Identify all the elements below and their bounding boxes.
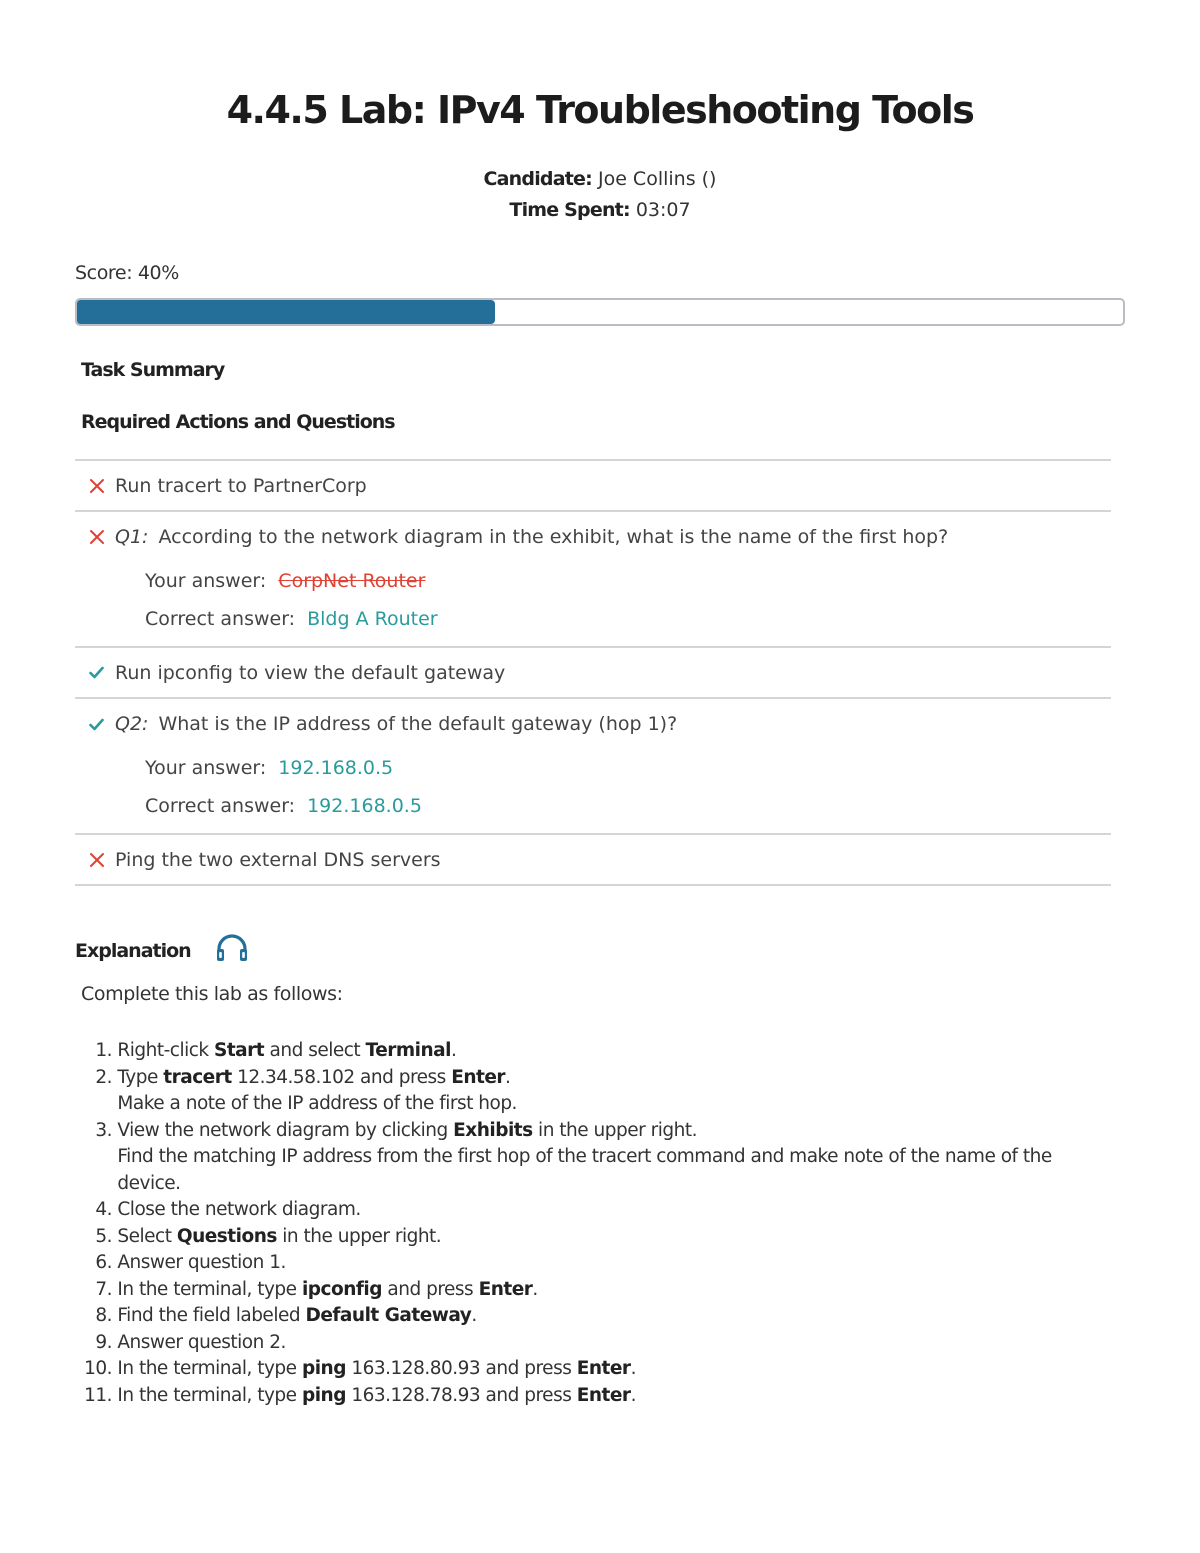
candidate-value: Joe Collins () xyxy=(597,168,717,190)
step-number: 9. xyxy=(95,1331,112,1353)
candidate-line xyxy=(0,168,1200,190)
task-item-text: According to the network diagram in the exhibit, what is the name of the first hop? xyxy=(158,526,949,548)
step-text-part: . xyxy=(630,1384,636,1406)
required-actions-heading: Required Actions and Questions xyxy=(81,411,395,433)
your-answer-value: CorpNet Router xyxy=(278,570,426,592)
step-keyword: Exhibits xyxy=(453,1119,533,1141)
step-text-part: Answer question 2. xyxy=(117,1331,286,1353)
step-text-part: in the upper right. xyxy=(276,1225,442,1247)
step-text-part: in the upper right. xyxy=(532,1119,697,1141)
explanation-intro: Complete this lab as follows: xyxy=(81,983,343,1005)
explanation-step xyxy=(80,1356,1090,1383)
step-keyword: ipconfig xyxy=(301,1278,383,1300)
explanation-step xyxy=(80,1277,1090,1304)
candidate-label: Candidate: xyxy=(483,168,592,190)
task-item-row xyxy=(75,512,1111,562)
task-item-text: Ping the two external DNS servers xyxy=(115,848,441,871)
step-text xyxy=(117,1038,456,1065)
correct-answer-row xyxy=(75,600,1111,638)
correct-answer-label: Correct answer: xyxy=(145,795,296,817)
step-keyword: Enter xyxy=(576,1384,631,1406)
step-number: 5. xyxy=(95,1225,112,1247)
explanation-step xyxy=(80,1250,1090,1277)
task-item xyxy=(75,835,1111,886)
correct-answer-value: Bldg A Router xyxy=(307,608,438,630)
task-item-text: Run tracert to PartnerCorp xyxy=(115,474,367,497)
score-progress-fill xyxy=(77,300,495,324)
task-item-row xyxy=(75,835,1111,884)
step-text xyxy=(117,1250,285,1277)
step-keyword: Default Gateway xyxy=(305,1305,472,1326)
task-item xyxy=(75,461,1111,512)
step-text xyxy=(117,1065,510,1092)
step-keyword: Enter xyxy=(478,1278,533,1300)
your-answer-row xyxy=(75,562,1111,600)
task-item-text: What is the IP address of the default gateway (hop 1)? xyxy=(158,713,678,735)
your-answer-row xyxy=(75,749,1111,787)
correct-answer-label: Correct answer: xyxy=(145,608,296,630)
explanation-step xyxy=(80,1197,1090,1224)
step-text-part: Find the matching IP address from the first hop of the tracert command and make note of the name of the xyxy=(117,1146,1052,1167)
step-text-part: Select xyxy=(117,1225,177,1247)
step-text-part: Answer question 1. xyxy=(117,1252,286,1273)
task-item-text: Run ipconfig to view the default gateway xyxy=(115,661,506,684)
your-answer-value: 192.168.0.5 xyxy=(278,757,394,779)
explanation-step-continuation xyxy=(80,1171,1090,1198)
step-number: 10. xyxy=(84,1358,112,1379)
task-item xyxy=(75,512,1111,648)
step-number xyxy=(80,1144,112,1171)
step-number: 8. xyxy=(95,1305,112,1326)
step-text xyxy=(117,1091,517,1118)
step-keyword: Terminal xyxy=(365,1040,451,1061)
step-text-part: and press xyxy=(382,1278,479,1300)
step-text xyxy=(117,1197,360,1224)
time-spent-label: Time Spent: xyxy=(509,199,630,221)
step-text-part: . xyxy=(471,1305,477,1326)
task-item xyxy=(75,648,1111,699)
question-label: Q1: xyxy=(115,526,149,548)
step-number: 3. xyxy=(95,1119,112,1141)
step-text-part: and select xyxy=(264,1040,366,1061)
explanation-step xyxy=(80,1118,1090,1145)
step-text xyxy=(117,1171,180,1198)
explanation-heading xyxy=(75,934,249,967)
task-summary-heading: Task Summary xyxy=(81,359,225,381)
your-answer-label: Your answer: xyxy=(145,570,267,592)
step-text xyxy=(117,1356,636,1383)
step-keyword: tracert xyxy=(163,1066,232,1088)
step-number: 6. xyxy=(95,1252,112,1273)
task-item-row xyxy=(75,699,1111,749)
step-text-part: In the terminal, type xyxy=(117,1278,302,1300)
step-text-part: . xyxy=(451,1040,457,1061)
task-item xyxy=(75,699,1111,835)
task-items-list xyxy=(75,459,1111,886)
page-title: 4.4.5 Lab: IPv4 Troubleshooting Tools xyxy=(226,88,974,132)
step-text xyxy=(117,1224,441,1251)
explanation-step-continuation xyxy=(80,1144,1090,1171)
step-number: 4. xyxy=(95,1199,112,1220)
explanation-step xyxy=(80,1065,1090,1092)
step-text-part: Find the field labeled xyxy=(117,1305,306,1326)
step-text-part: In the terminal, type xyxy=(117,1384,302,1406)
step-text-part: Right-click xyxy=(117,1040,214,1061)
step-keyword: Questions xyxy=(176,1225,277,1247)
headphones-icon[interactable] xyxy=(215,934,249,967)
explanation-title: Explanation xyxy=(75,939,191,962)
step-number: 1. xyxy=(95,1040,112,1061)
your-answer-label: Your answer: xyxy=(145,757,267,779)
question-label: Q2: xyxy=(115,713,149,735)
explanation-step xyxy=(80,1330,1090,1357)
step-text-part: Make a note of the IP address of the first hop. xyxy=(117,1093,517,1114)
step-number xyxy=(80,1171,112,1198)
step-keyword: ping xyxy=(301,1384,346,1406)
step-text-part: 163.128.80.93 and press xyxy=(345,1358,577,1379)
step-keyword: Enter xyxy=(451,1066,506,1088)
task-item-row xyxy=(75,648,1111,697)
step-text xyxy=(117,1383,636,1410)
step-text-part: Type xyxy=(117,1066,164,1088)
x-icon xyxy=(89,478,115,494)
time-spent-value: 03:07 xyxy=(635,199,691,221)
step-text xyxy=(117,1118,697,1145)
explanation-step xyxy=(80,1303,1090,1330)
step-number: 11. xyxy=(84,1384,112,1406)
x-icon xyxy=(89,529,115,545)
step-keyword: Enter xyxy=(576,1358,631,1379)
step-text-part: In the terminal, type xyxy=(117,1358,302,1379)
check-icon xyxy=(89,718,115,731)
step-number xyxy=(80,1091,112,1118)
step-text-part: Close the network diagram. xyxy=(117,1199,361,1220)
step-number: 7. xyxy=(95,1278,112,1300)
task-item-row xyxy=(75,461,1111,510)
step-text-part: . xyxy=(505,1066,511,1088)
step-text-part: 12.34.58.102 and press xyxy=(231,1066,452,1088)
step-text-part: device. xyxy=(117,1172,181,1194)
x-icon xyxy=(89,852,115,868)
explanation-step-continuation xyxy=(80,1091,1090,1118)
step-keyword: Start xyxy=(214,1040,265,1061)
correct-answer-value: 192.168.0.5 xyxy=(307,795,422,817)
explanation-step xyxy=(80,1383,1090,1410)
step-text xyxy=(117,1277,537,1304)
time-spent-line xyxy=(0,199,1200,221)
step-keyword: ping xyxy=(301,1358,346,1379)
step-text xyxy=(117,1303,476,1330)
step-text-part: . xyxy=(532,1278,538,1300)
step-text xyxy=(117,1330,285,1357)
explanation-steps xyxy=(80,1038,1090,1409)
explanation-step xyxy=(80,1038,1090,1065)
score-label: Score: 40% xyxy=(75,262,179,284)
explanation-step xyxy=(80,1224,1090,1251)
step-number: 2. xyxy=(95,1066,112,1088)
step-text xyxy=(117,1144,1051,1171)
step-text-part: 163.128.78.93 and press xyxy=(345,1384,577,1406)
check-icon xyxy=(89,666,115,679)
step-text-part: . xyxy=(630,1358,636,1379)
correct-answer-row xyxy=(75,787,1111,825)
score-progress-bar xyxy=(75,298,1125,326)
step-text-part: View the network diagram by clicking xyxy=(117,1119,454,1141)
